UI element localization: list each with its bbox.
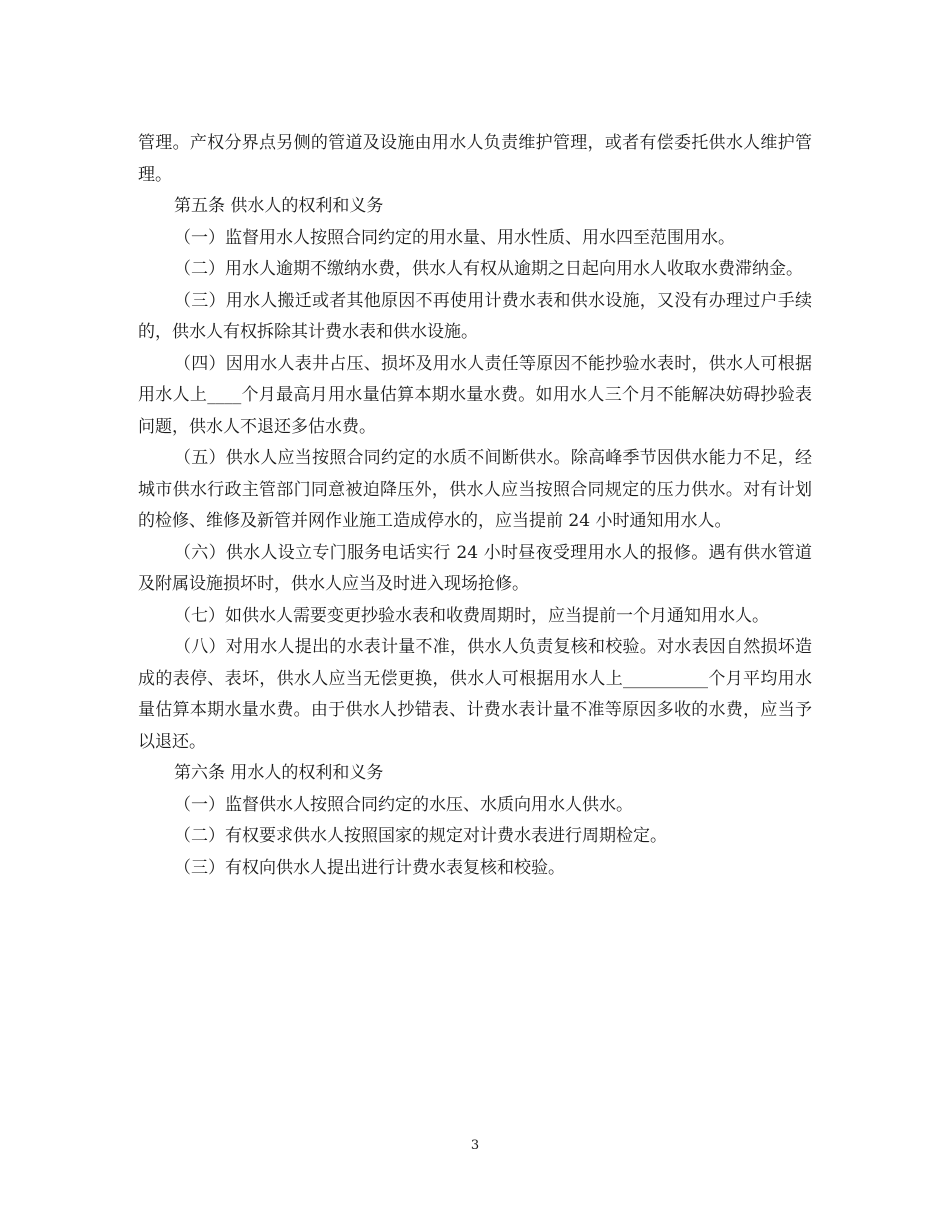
clause-5-2: （二）用水人逾期不缴纳水费，供水人有权从逾期之日起向用水人收取水费滞纳金。 — [174, 259, 803, 279]
page-number: 3 — [470, 1138, 480, 1153]
section-heading-article-6: 第六条 用水人的权利和义务 — [174, 763, 384, 783]
page-body — [138, 128, 812, 884]
paragraph-continuation: 管理。产权分界点另侧的管道及设施由用水人负责维护管理，或者有偿委托供水人维护管理。 — [138, 133, 812, 185]
clause-5-1: （一）监督用水人按照合同约定的用水量、用水性质、用水四至范围用水。 — [174, 227, 735, 248]
clause-5-3: （三）用水人搬迁或者其他原因不再使用计费水表和供水设施，又没有办理过户手续的，供水人有权拆除其计费水表和供水设施。 — [138, 290, 812, 342]
clause-6-3: （三）有权向供水人提出进行计费水表复核和校验。 — [174, 857, 565, 878]
clause-6-1: （一）监督供水人按照合同约定的水压、水质向用水人供水。 — [174, 794, 633, 815]
clause-5-8: （八）对用水人提出的水表计量不准，供水人负责复核和校验。对水表因自然损坏造成的表停、表坏，供水人应当无偿更换，供水人可根据用水人上__________个月平均用水量估算本期水量水费。由于供水人抄错表、计费水表计量不准等原因多收的水费，应当予以退还。 — [138, 637, 812, 752]
clause-5-4: （四）因用水人表井占压、损坏及用水人责任等原因不能抄验水表时，供水人可根据用水人上____个月最高月用水量估算本期水量水费。如用水人三个月不能解决妨碍抄验表问题，供水人不退还多估水费。 — [138, 353, 812, 437]
section-heading-article-5: 第五条 供水人的权利和义务 — [174, 196, 384, 216]
clause-6-2: （二）有权要求供水人按照国家的规定对计费水表进行周期检定。 — [174, 826, 667, 846]
clause-5-7: （七）如供水人需要变更抄验水表和收费周期时，应当提前一个月通知用水人。 — [174, 605, 769, 626]
clause-5-6: （六）供水人设立专门服务电话实行 24 小时昼夜受理用水人的报修。遇有供水管道及附属设施损坏时，供水人应当及时进入现场抢修。 — [138, 542, 812, 594]
clause-5-5: （五）供水人应当按照合同约定的水质不间断供水。除高峰季节因供水能力不足，经城市供水行政主管部门同意被迫降压外，供水人应当按照合同规定的压力供水。对有计划的检修、维修及新管并网作业施工造成停水的，应当提前 24 小时通知用水人。 — [138, 448, 812, 531]
